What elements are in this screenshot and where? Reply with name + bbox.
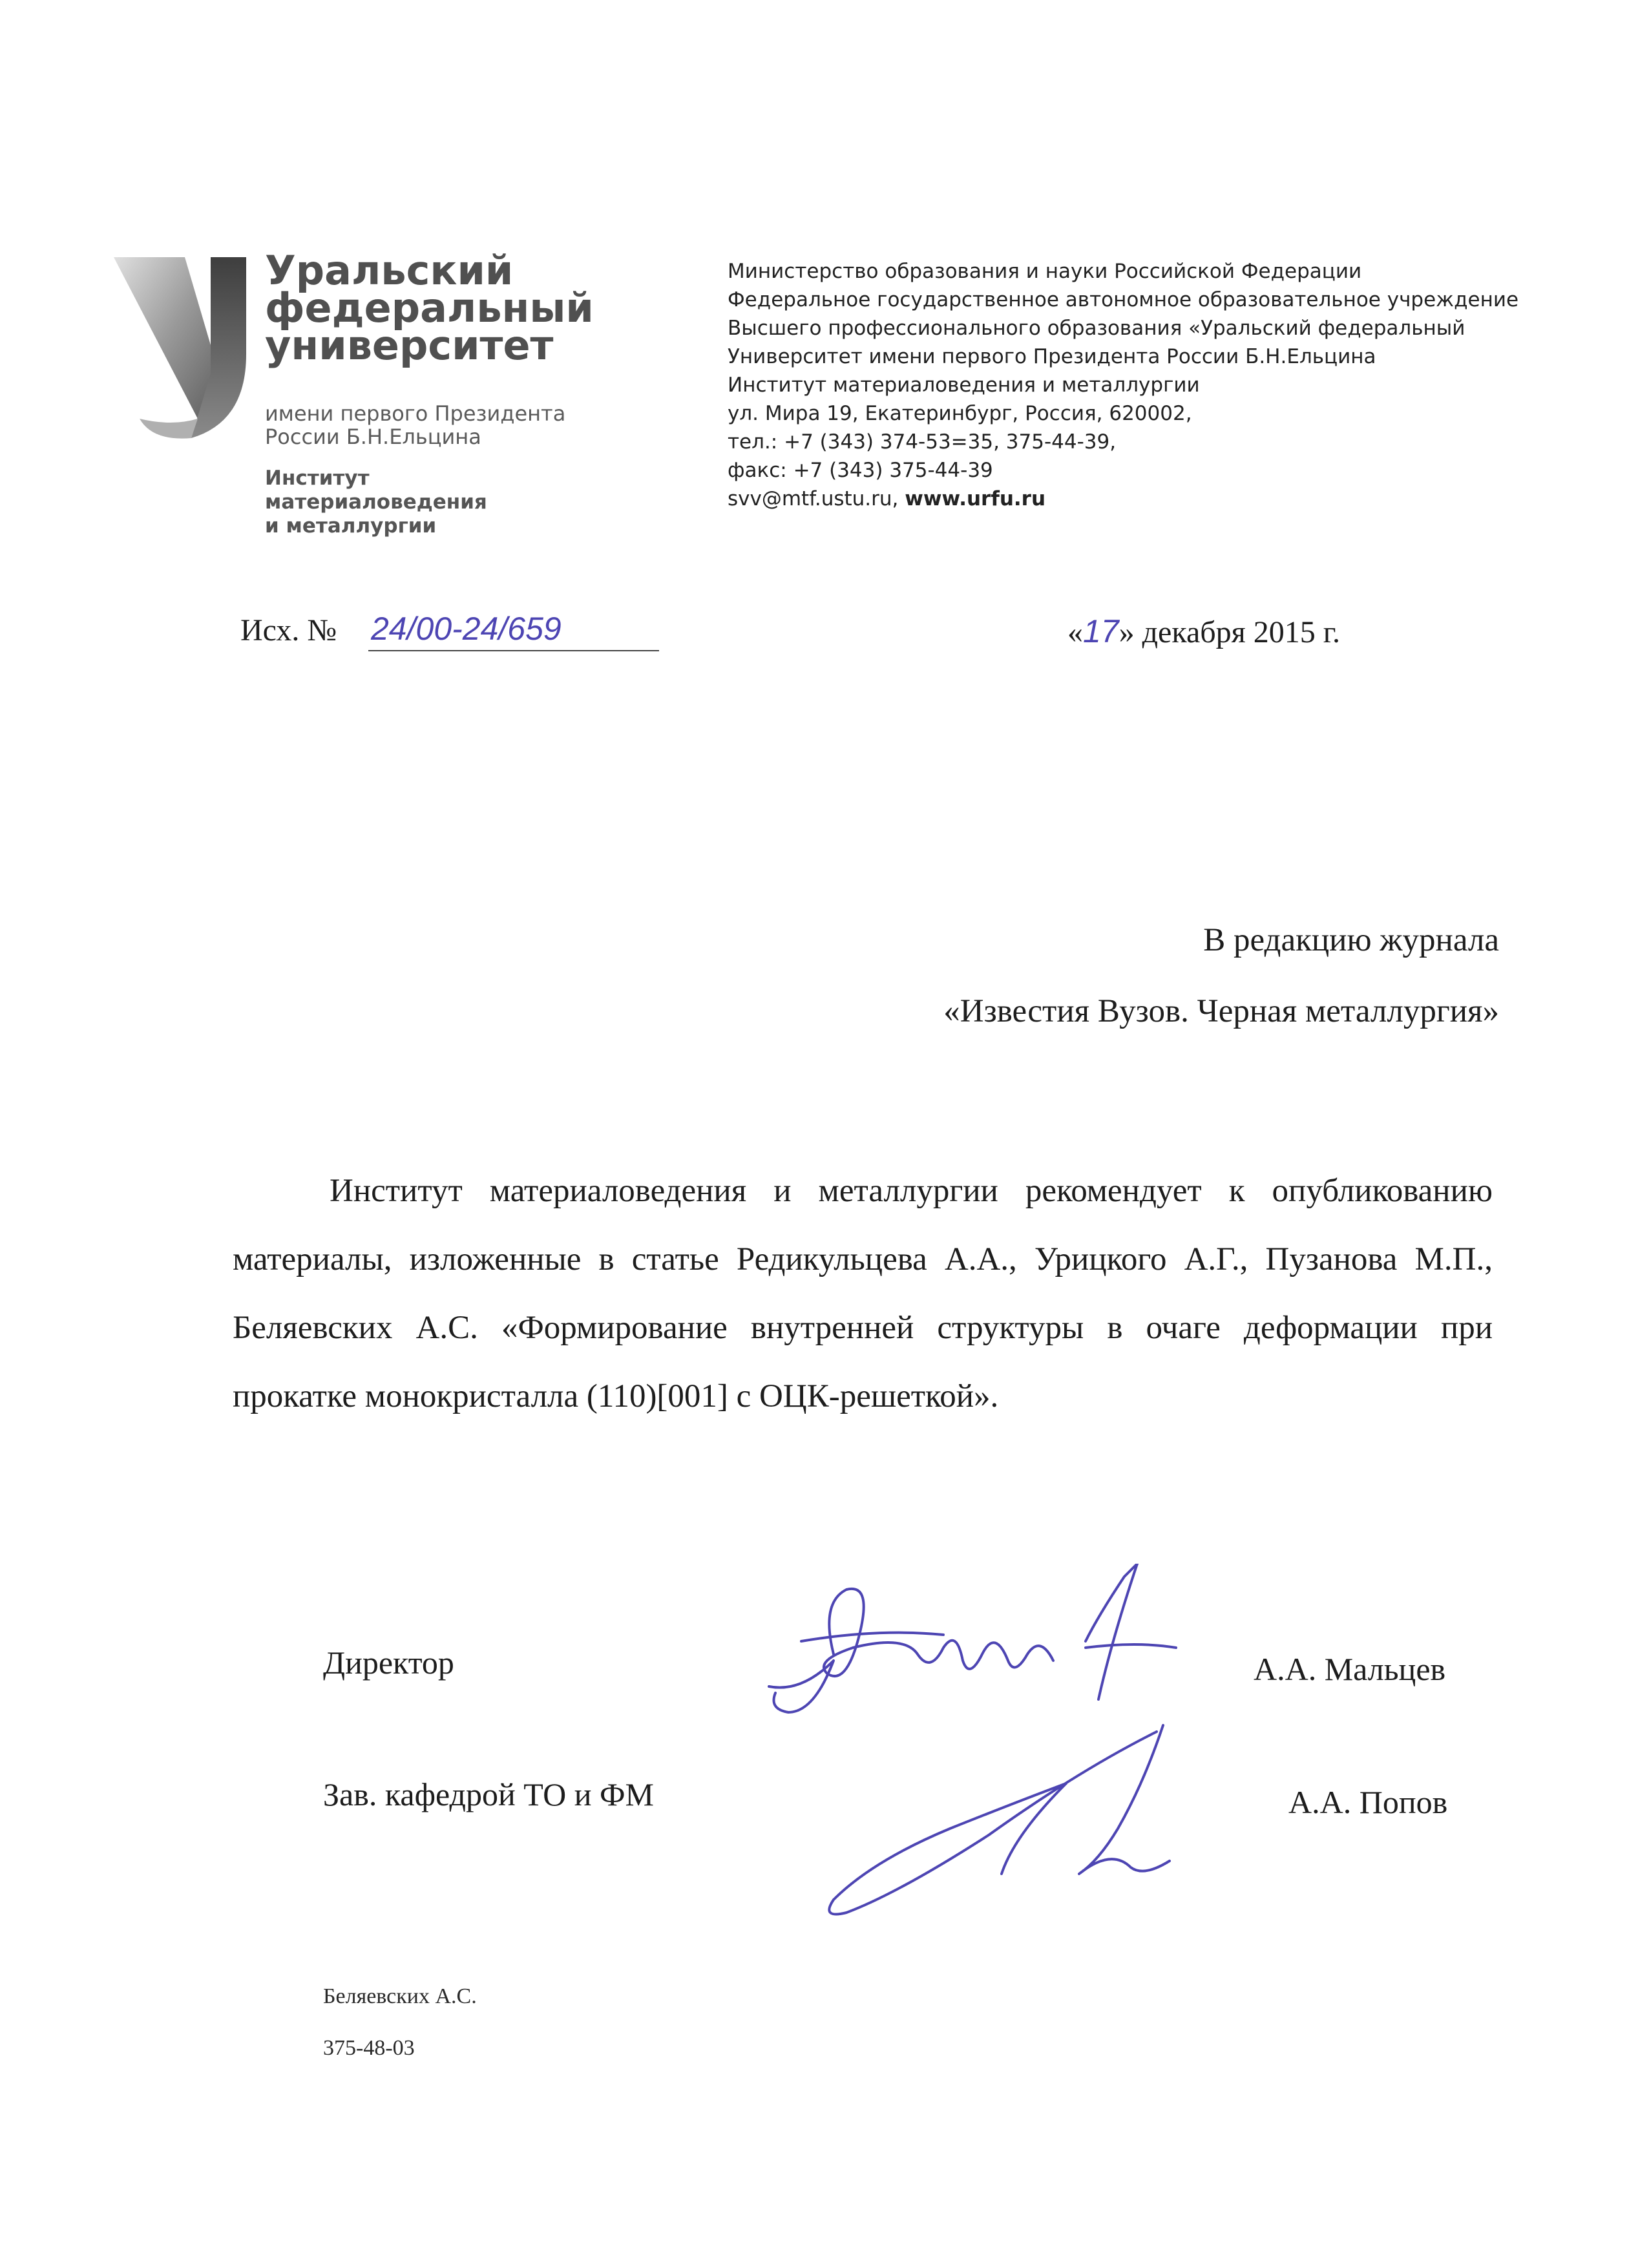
- addressee-line-1: В редакцию журнала: [1203, 922, 1499, 958]
- letter-body-paragraph: Институт материаловедения и металлургии рекомендует к опубликованию материалы, изложенные в статье Редикульцева А.А., Урицкого А.Г., Пузанова М.П., Беляевских А.С. «Формирование внутренней структуры в очаге деформации при прокатке монокристалла (110)[001] с ОЦК-решеткой».: [233, 1173, 1493, 1414]
- letter-date: [1067, 613, 1340, 650]
- date-day-handwritten: 17: [1083, 613, 1119, 649]
- logo-university-name: [265, 247, 653, 369]
- signatory-name-head-of-department: А.А. Попов: [1288, 1784, 1448, 1820]
- logo-institute-line: материаловедения: [265, 490, 487, 514]
- requisites-contacts: [728, 485, 1568, 513]
- logo-institute-line: Институт: [265, 467, 370, 490]
- logo-subtitle: [265, 402, 627, 448]
- executor-phone: 375-48-03: [323, 2036, 415, 2060]
- signatory-role-director: Директор: [323, 1644, 454, 1681]
- logo-subtitle-line: имени первого Президента: [265, 401, 566, 426]
- logo-title-line: университет: [265, 322, 554, 369]
- university-logo-icon: [114, 257, 256, 451]
- head-of-department-signature-icon: [821, 1719, 1195, 1932]
- website-link[interactable]: www.urfu.ru: [905, 487, 1046, 510]
- outgoing-number-underline: [368, 650, 659, 651]
- executor-name: Беляевских А.С.: [323, 1984, 477, 2008]
- signatory-role-head-of-department: Зав. кафедрой ТО и ФМ: [323, 1776, 654, 1812]
- requisites-line: факс: +7 (343) 375-44-39: [728, 459, 993, 482]
- requisites-line: Университет имени первого Президента России Б.Н.Ельцина: [728, 345, 1376, 368]
- requisites-line: Федеральное государственное автономное образовательное учреждение: [728, 288, 1519, 311]
- date-quote-open: «: [1067, 615, 1083, 649]
- addressee-line-2: «Известия Вузов. Черная металлургия»: [943, 993, 1499, 1029]
- date-rest: » декабря 2015 г.: [1119, 615, 1341, 649]
- signatory-name-director: А.А. Мальцев: [1254, 1651, 1446, 1687]
- addressee-block: [711, 905, 1499, 1047]
- logo-institute: [265, 467, 588, 538]
- requisites-line: ул. Мира 19, Екатеринбург, Россия, 620002,: [728, 402, 1192, 425]
- requisites-line: Министерство образования и науки Российской Федерации: [728, 260, 1362, 283]
- logo-title-line: Уральский: [265, 247, 514, 294]
- requisites-line: тел.: +7 (343) 374-53=35, 375-44-39,: [728, 430, 1117, 454]
- executor-info: [323, 1971, 477, 2074]
- email-link[interactable]: svv@mtf.ustu.ru,: [728, 487, 899, 510]
- letterhead-requisites: [728, 257, 1568, 513]
- logo-title-line: федеральный: [265, 284, 594, 331]
- requisites-line: Институт материаловедения и металлургии: [728, 373, 1200, 397]
- requisites-line: Высшего профессионального образования «Уральский федеральный: [728, 317, 1465, 340]
- outgoing-number-label: Исх. №: [240, 613, 337, 647]
- logo-institute-line: и металлургии: [265, 514, 437, 538]
- outgoing-number-handwritten: 24/00-24/659: [371, 611, 562, 647]
- logo-subtitle-line: России Б.Н.Ельцина: [265, 425, 481, 449]
